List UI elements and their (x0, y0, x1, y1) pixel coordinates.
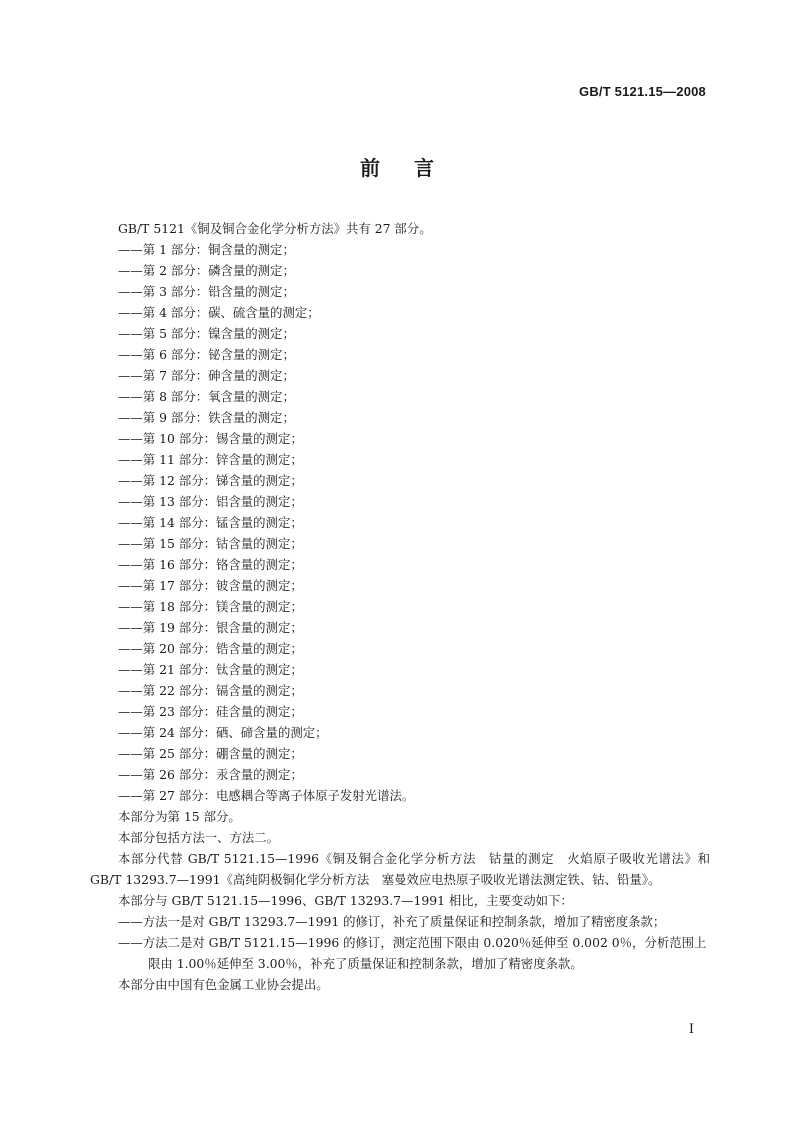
change-item-method-2: ——方法二是对 GB/T 5121.15—1996 的修订，测定范围下限由 0.020％延伸至 0.002 0％，分析范围上限由 1.00％延伸至 3.00％，补充了质量保证和控制条款，增加了精密度条款。 (118, 935, 707, 971)
list-item: ——第 6 部分：铋含量的测定； (118, 347, 295, 362)
list-item: ——第 10 部分：锡含量的测定； (118, 431, 303, 446)
list-item: ——第 3 部分：铅含量的测定； (118, 284, 295, 299)
list-item: ——第 20 部分：锆含量的测定； (118, 641, 303, 656)
list-item: ——第 19 部分：银含量的测定； (118, 620, 303, 635)
document-body (90, 218, 710, 995)
paragraph-methods: 本部分包括方法一、方法二。 (118, 830, 280, 845)
list-item: ——第 1 部分：铜含量的测定； (118, 242, 295, 257)
list-item: ——第 21 部分：钛含量的测定； (118, 662, 303, 677)
list-item: ——第 4 部分：碳、硫含量的测定； (118, 305, 320, 320)
list-item: ——第 5 部分：镍含量的测定； (118, 326, 295, 341)
list-item: ——第 25 部分：硼含量的测定； (118, 746, 303, 761)
list-item: ——第 13 部分：铝含量的测定； (118, 494, 303, 509)
list-item: ——第 8 部分：氧含量的测定； (118, 389, 295, 404)
list-item: ——第 18 部分：镁含量的测定； (118, 599, 303, 614)
intro-paragraph: GB/T 5121《铜及铜合金化学分析方法》共有 27 部分。 (118, 221, 432, 236)
parts-list (90, 239, 710, 806)
list-item: ——第 22 部分：镉含量的测定； (118, 683, 303, 698)
list-item: ——第 7 部分：砷含量的测定； (118, 368, 295, 383)
paragraph-replaces: 本部分代替 GB/T 5121.15—1996《铜及铜合金化学分析方法 钴量的测定 火焰原子吸收光谱法》和 GB/T 13293.7—1991《高纯阴极铜化学分析方法 塞曼效应电热原子吸收光谱法测定铁、钴、铅量》。 (90, 851, 710, 887)
page-number: I (688, 1022, 694, 1037)
list-item: ——第 12 部分：锑含量的测定； (118, 473, 303, 488)
paragraph-changes-intro: 本部分与 GB/T 5121.15—1996、GB/T 13293.7—1991 相比，主要变动如下： (118, 893, 573, 908)
list-item: ——第 16 部分：铬含量的测定； (118, 557, 303, 572)
list-item: ——第 11 部分：锌含量的测定； (118, 452, 303, 467)
paragraph-proposed-by: 本部分由中国有色金属工业协会提出。 (118, 977, 329, 992)
list-item: ——第 9 部分：铁含量的测定； (118, 410, 295, 425)
list-item: ——第 17 部分：铍含量的测定； (118, 578, 303, 593)
paragraph-part-number: 本部分为第 15 部分。 (118, 809, 241, 824)
page-title: 前言 (360, 156, 468, 180)
list-item: ——第 23 部分：硅含量的测定； (118, 704, 303, 719)
list-item: ——第 27 部分：电感耦合等离子体原子发射光谱法。 (118, 788, 415, 803)
list-item: ——第 24 部分：硒、碲含量的测定； (118, 725, 328, 740)
document-code: GB/T 5121.15—2008 (579, 84, 706, 99)
list-item: ——第 26 部分：汞含量的测定； (118, 767, 303, 782)
change-item-method-1: ——方法一是对 GB/T 13293.7—1991 的修订，补充了质量保证和控制条款，增加了精密度条款； (118, 914, 666, 929)
list-item: ——第 14 部分：锰含量的测定； (118, 515, 303, 530)
list-item: ——第 2 部分：磷含量的测定； (118, 263, 295, 278)
list-item: ——第 15 部分：钴含量的测定； (118, 536, 303, 551)
